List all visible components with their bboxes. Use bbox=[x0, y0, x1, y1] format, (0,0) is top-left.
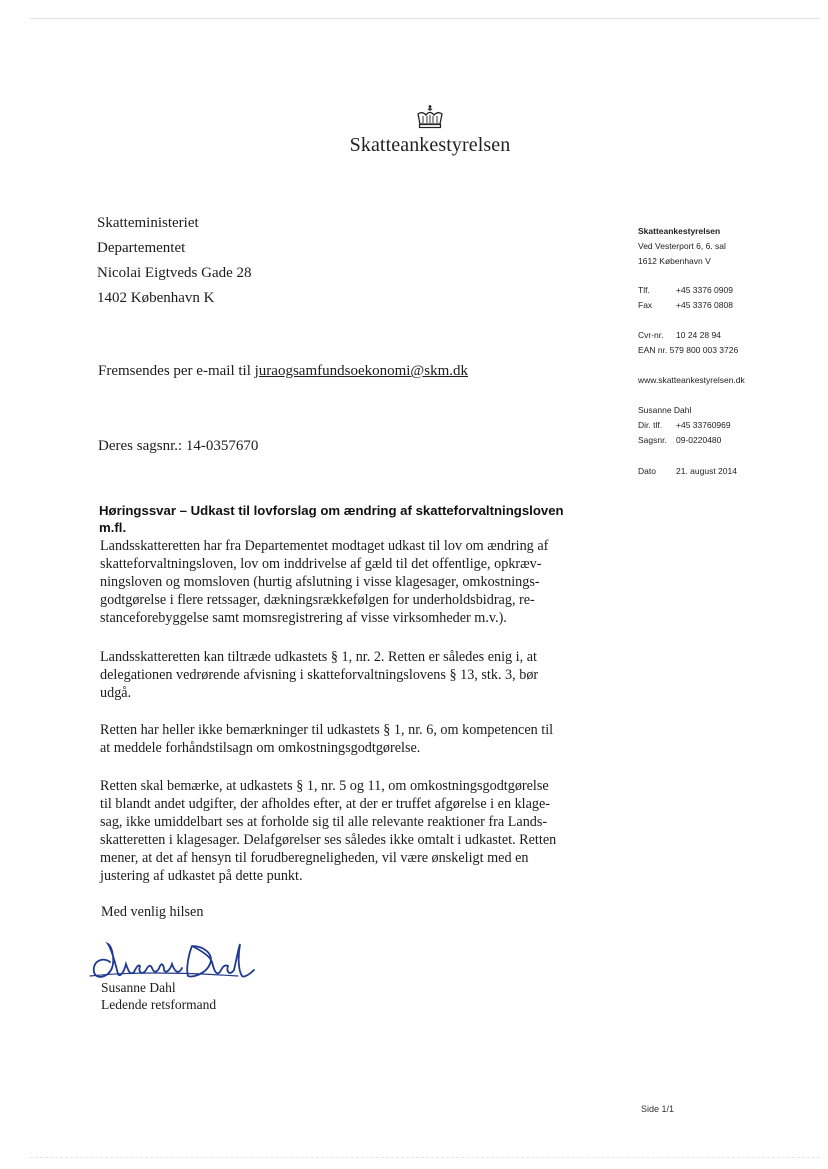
recipient-line: Skatteministeriet bbox=[97, 215, 199, 231]
cvr-value: 10 24 28 94 bbox=[676, 330, 721, 340]
case-number bbox=[638, 435, 721, 445]
org-name: Skatteankestyrelsen bbox=[349, 134, 511, 156]
direct-phone-label: Dir. tlf. bbox=[638, 420, 663, 430]
paragraph-line: Landsskatteretten har fra Departementet modtaget udkast til lov om ændring af bbox=[100, 538, 549, 554]
paragraph bbox=[100, 648, 605, 702]
paragraph-line: Retten skal bemærke, at udkastets § 1, nr. 5 og 11, om omkostningsgodtgørelse bbox=[100, 778, 549, 794]
paragraph-line: at meddele forhåndstilsagn om omkostningsgodtgørelse. bbox=[100, 740, 421, 756]
paragraph bbox=[100, 777, 605, 885]
sender-website: www.skatteankestyrelsen.dk bbox=[638, 375, 745, 385]
sender-cvr bbox=[638, 330, 721, 340]
crown-icon bbox=[415, 104, 445, 132]
signer-name: Susanne Dahl bbox=[101, 980, 176, 995]
letterhead-logo bbox=[330, 104, 530, 157]
subject-line: Høringssvar – Udkast til lovforslag om ændring af skatteforvaltningsloven bbox=[99, 503, 564, 518]
paragraph-line: sag, ikke umiddelbart ses at forholde sig til alle relevante reaktioner fra Lands- bbox=[100, 814, 548, 830]
paragraph-line: stanceforebyggelse samt momsregistrering af visse virksomheder m.v.). bbox=[100, 610, 507, 626]
paragraph bbox=[100, 721, 605, 757]
page-number: Side 1/1 bbox=[641, 1104, 675, 1114]
closing-greeting: Med venlig hilsen bbox=[101, 904, 204, 920]
paragraph-line: Landsskatteretten kan tiltræde udkastets § 1, nr. 2. Retten er således enig i, at bbox=[100, 649, 537, 665]
reference-number: Deres sagsnr.: 14-0357670 bbox=[98, 438, 259, 454]
contact-name: Susanne Dahl bbox=[638, 405, 692, 415]
paragraph-line: skatteretten i klagesager. Delafgørelser ses således ikke omtalt i udkastet. Retten bbox=[100, 832, 557, 848]
direct-phone-value: +45 33760969 bbox=[676, 420, 731, 430]
subject-line: m.fl. bbox=[99, 520, 127, 535]
ean-label: EAN nr. bbox=[638, 345, 668, 355]
forwarding-prefix: Fremsendes per e-mail til bbox=[98, 363, 255, 379]
letter-date bbox=[638, 466, 737, 476]
fax-label: Fax bbox=[638, 300, 653, 310]
sender-fax bbox=[638, 300, 733, 310]
paragraph-line: mener, at det af hensyn til forudberegneligheden, vil være ønskeligt med en bbox=[100, 850, 529, 866]
sender-ean bbox=[638, 345, 738, 355]
email-link[interactable]: juraogsamfundsoekonomi@skm.dk bbox=[254, 363, 469, 379]
contact-direct-phone bbox=[638, 420, 731, 430]
ean-value: 579 800 003 3726 bbox=[669, 345, 739, 355]
phone-label: Tlf. bbox=[638, 285, 650, 295]
paragraph-line: ningsloven og momsloven (hurtig afslutning i visse klagesager, omkostnings- bbox=[100, 574, 540, 590]
sender-city: 1612 København V bbox=[638, 256, 711, 266]
sender-name: Skatteankestyrelsen bbox=[638, 226, 721, 236]
paragraph-line: Retten har heller ikke bemærkninger til udkastets § 1, nr. 6, om kompetencen til bbox=[100, 722, 554, 738]
sender-street: Ved Vesterport 6, 6. sal bbox=[638, 241, 726, 251]
signer-title: Ledende retsformand bbox=[101, 997, 217, 1012]
date-value: 21. august 2014 bbox=[676, 466, 737, 476]
paragraph-line: til blandt andet udgifter, der afholdes efter, at der er truffet afgørelse i en klage- bbox=[100, 796, 551, 812]
paragraph bbox=[100, 537, 605, 627]
phone-value: +45 3376 0909 bbox=[676, 285, 733, 295]
paragraph-line: justering af udkastet på dette punkt. bbox=[100, 868, 303, 884]
bottom-border-line bbox=[30, 1157, 820, 1158]
case-number-value: 09-0220480 bbox=[676, 435, 722, 445]
case-number-label: Sagsnr. bbox=[638, 435, 667, 445]
recipient-line: 1402 København K bbox=[97, 290, 215, 306]
date-label: Dato bbox=[638, 466, 656, 476]
subject-heading bbox=[99, 502, 609, 536]
recipient-line: Departementet bbox=[97, 240, 186, 256]
recipient-address bbox=[97, 211, 252, 311]
cvr-label: Cvr-nr. bbox=[638, 330, 664, 340]
paragraph-line: godtgørelse i flere retssager, dækningsrækkefølgen for underholdsbidrag, re- bbox=[100, 592, 535, 608]
sender-phone bbox=[638, 285, 733, 295]
paragraph-line: delegationen vedrørende afvisning i skatteforvaltningslovens § 13, stk. 3, bør bbox=[100, 667, 539, 683]
recipient-line: Nicolai Eigtveds Gade 28 bbox=[97, 265, 252, 281]
fax-value: +45 3376 0808 bbox=[676, 300, 733, 310]
forwarding-line bbox=[98, 363, 468, 380]
top-border-line bbox=[30, 18, 820, 19]
paragraph-line: skatteforvaltningsloven, lov om inddrivelse af gæld til det offentlige, opkræv- bbox=[100, 556, 542, 572]
paragraph-line: udgå. bbox=[100, 685, 132, 701]
